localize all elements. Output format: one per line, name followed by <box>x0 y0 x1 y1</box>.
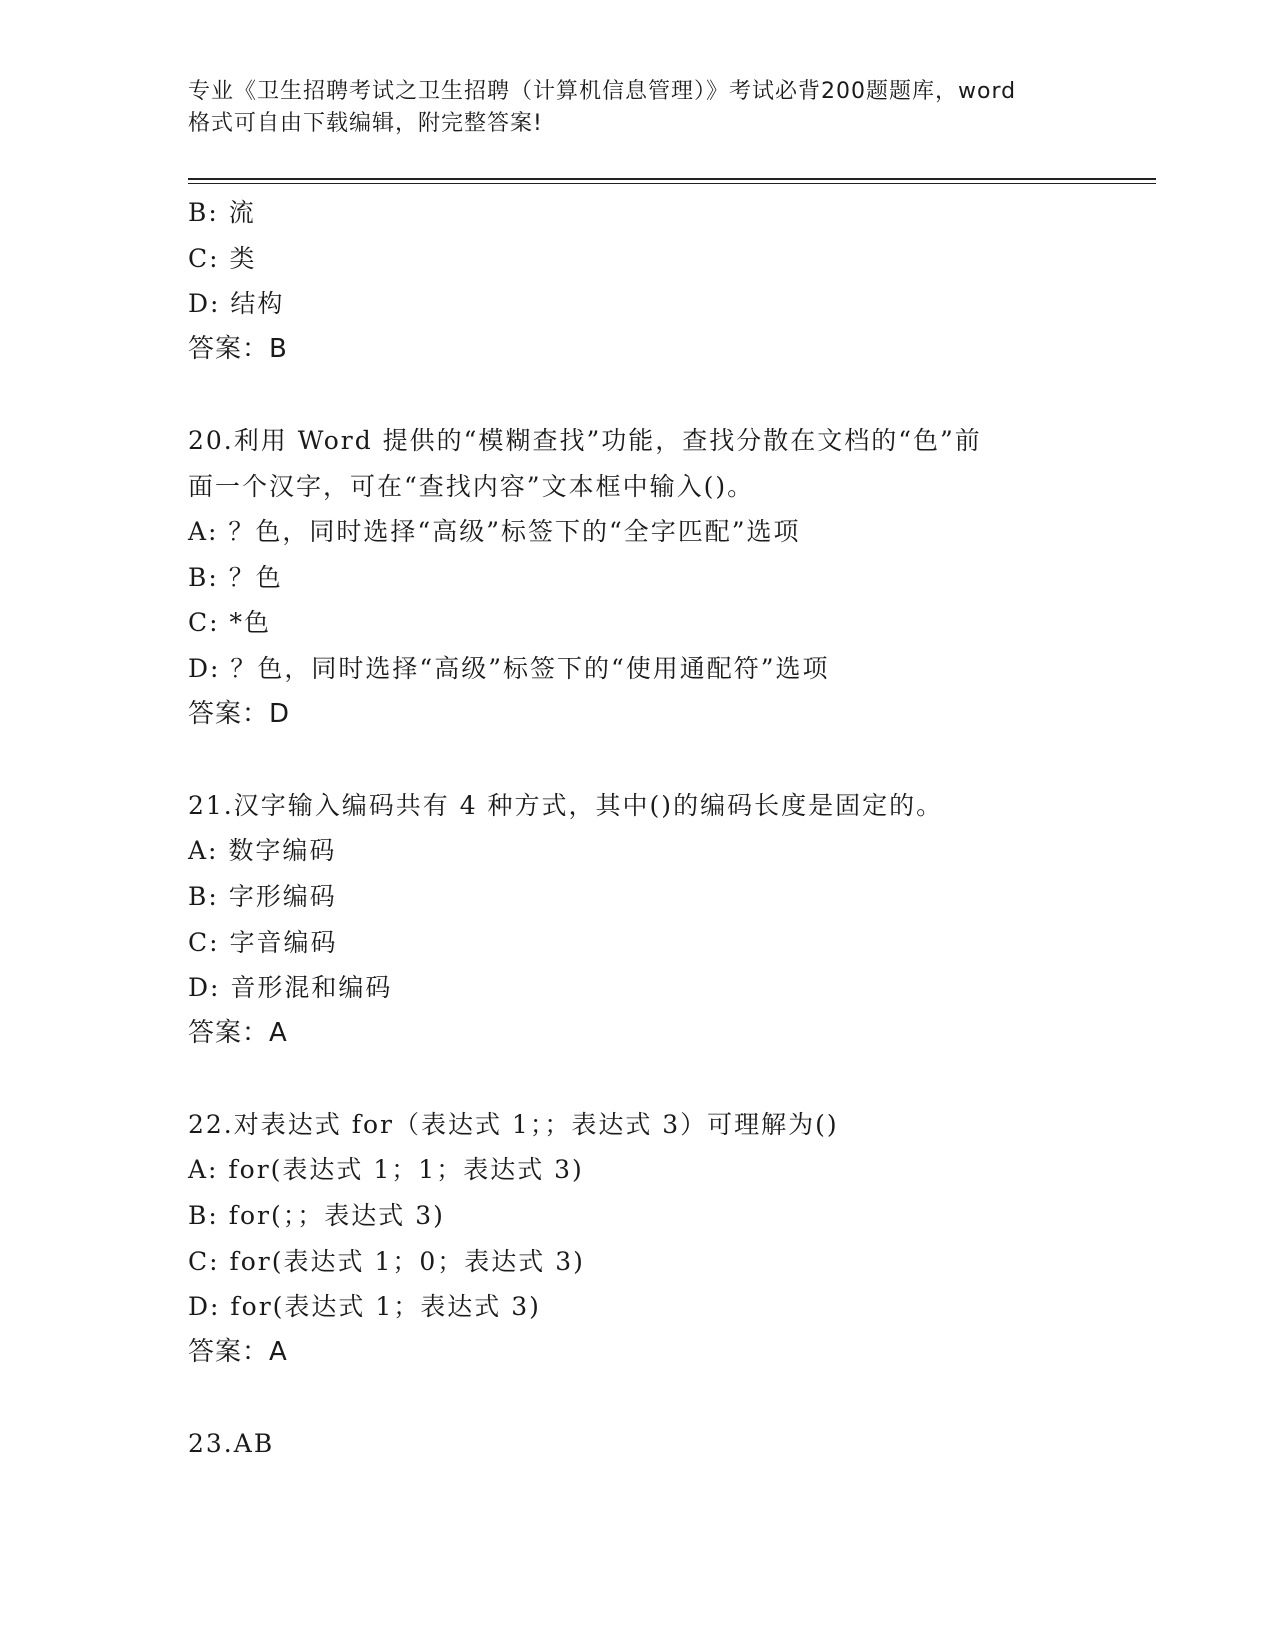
q20-stem-line-1: 20.利用 Word 提供的“模糊查找”功能，查找分散在文档的“色”前 <box>188 425 982 455</box>
q23-stem: 23.AB <box>188 1429 275 1459</box>
q22-answer: 答案：A <box>188 1336 288 1367</box>
question-list <box>188 190 1088 1467</box>
spacer <box>188 1056 1088 1102</box>
q21-option-a: A: 数字编码 <box>188 836 337 866</box>
q19-option-c: C: 类 <box>188 243 257 273</box>
q21-option-b: B: 字形编码 <box>188 881 337 911</box>
q21-option-d: D: 音形混和编码 <box>188 973 393 1003</box>
q22-option-d: D: for(表达式 1；表达式 3) <box>188 1292 541 1322</box>
q22-stem: 22.对表达式 for（表达式 1；；表达式 3）可理解为() <box>188 1109 839 1139</box>
question-23-block <box>188 1421 1088 1467</box>
q22-option-b: B: for(；；表达式 3) <box>188 1201 445 1231</box>
q20-answer: 答案：D <box>188 698 291 729</box>
q21-option-c: C: 字音编码 <box>188 927 338 957</box>
q21-stem: 21.汉字输入编码共有 4 种方式，其中()的编码长度是固定的。 <box>188 790 944 820</box>
header-title-line-1: 专业《卫生招聘考试之卫生招聘（计算机信息管理）》考试必背200题题库，word <box>188 79 1017 104</box>
q19-answer: 答案：B <box>188 333 288 364</box>
q20-option-a: A: ？色，同时选择“高级”标签下的“全字匹配”选项 <box>188 517 801 547</box>
q19-option-b: B: 流 <box>188 198 256 227</box>
q22-option-a: A: for(表达式 1；1；表达式 3) <box>188 1155 584 1185</box>
page-header <box>188 76 1088 140</box>
q20-option-d: D: ？色，同时选择“高级”标签下的“使用通配符”选项 <box>188 653 830 683</box>
spacer <box>188 737 1088 783</box>
question-19-block <box>188 190 1088 372</box>
spacer <box>188 372 1088 418</box>
header-title-line-2: 格式可自由下载编辑，附完整答案! <box>188 111 543 136</box>
q20-option-b: B: ？色 <box>188 562 283 592</box>
q22-option-c: C: for(表达式 1；0；表达式 3) <box>188 1246 585 1276</box>
q19-option-d: D: 结构 <box>188 289 285 319</box>
spacer <box>188 1375 1088 1421</box>
question-20-block <box>188 418 1088 737</box>
q20-option-c: C: *色 <box>188 608 271 638</box>
question-21-block <box>188 783 1088 1057</box>
q21-answer: 答案：A <box>188 1017 288 1048</box>
question-22-block <box>188 1102 1088 1376</box>
q20-stem-line-2: 面一个汉字，可在“查找内容”文本框中输入()。 <box>188 471 755 501</box>
header-divider <box>188 178 1156 184</box>
